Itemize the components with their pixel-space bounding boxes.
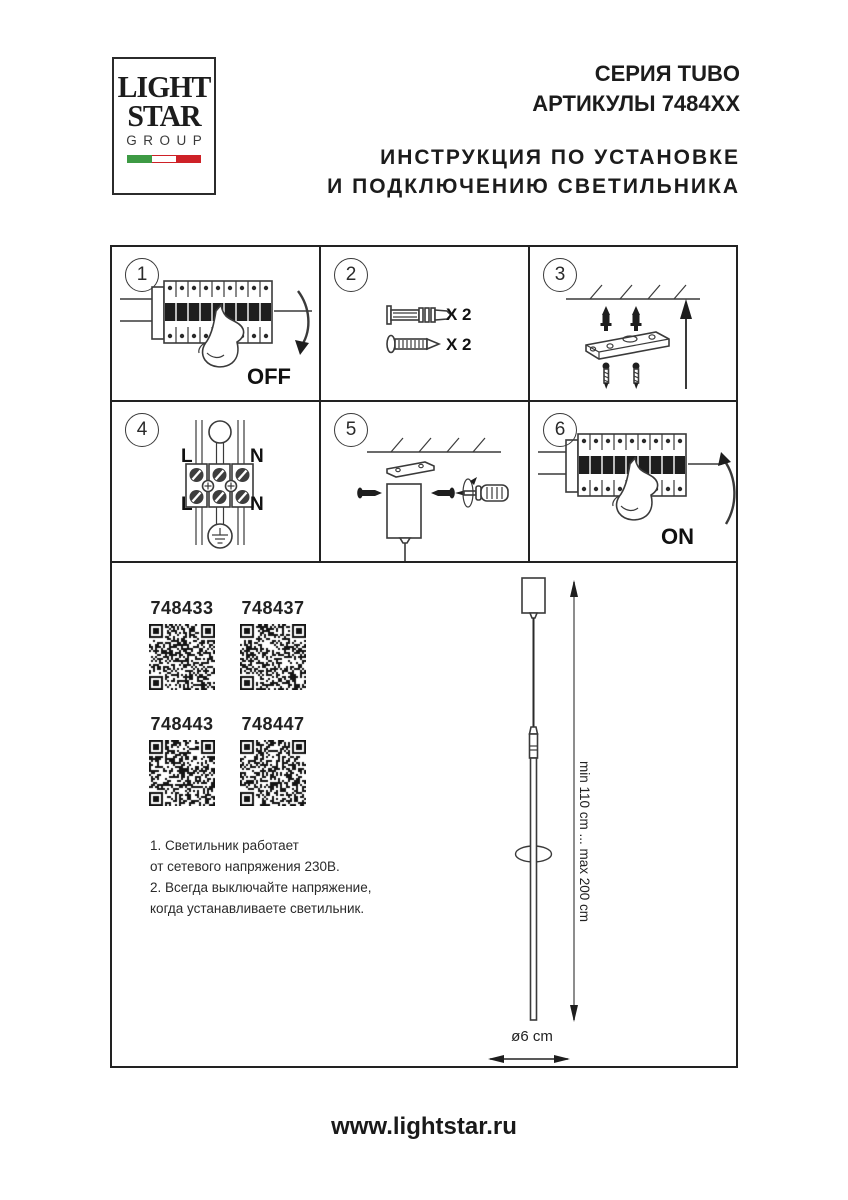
pendant-lamp-diagram [480,572,612,1067]
qr-code-image [149,740,215,806]
step-number-badge: 3 [543,258,577,292]
article-code: 748443 [150,714,214,734]
step-number-badge: 1 [125,258,159,292]
lightstar-logo [112,57,216,195]
step-number-badge: 6 [543,413,577,447]
dowel-qty-label: X 2 [446,305,472,324]
screw-right-icon [431,488,455,499]
series-name: СЕРИЯ TUBO [594,61,740,86]
instruction-frame [110,245,738,1068]
on-label: ON [661,524,694,549]
screwdriver-icon [455,477,508,507]
dowel-up-icon [601,306,642,331]
screw-down-icon [603,363,640,390]
document-title [327,143,740,201]
step-number-badge: 4 [125,413,159,447]
note-line: когда устанавливаете светильник. [150,901,365,916]
mounting-bracket-icon [586,332,669,359]
diameter-dimension-arrow [488,1055,570,1063]
flag-green-segment [127,155,152,163]
footer-url: www.lightstar.ru [331,1113,517,1140]
step-panel-1 [112,247,319,400]
step-panel-5 [321,402,528,561]
ceiling-icon [367,438,501,452]
step-panel-4 [112,402,319,561]
flag-red-segment [176,155,201,163]
logo-word-light: LIGHT [117,69,211,104]
lamp-tube [531,758,537,1020]
note-line: от сетевого напряжения 230В. [150,859,340,874]
screw-qty-label: X 2 [446,335,472,354]
product-qr-2 [240,598,306,690]
title-line-2: И ПОДКЛЮЧЕНИЮ СВЕТИЛЬНИКА [327,175,740,198]
ceiling-icon [566,285,700,299]
diameter-dimension-label: ø6 cm [511,1028,553,1045]
grid-horizontal-divider-2 [112,561,736,563]
earth-symbol-icon [208,524,232,548]
safety-notes [150,835,420,919]
article-code: 748433 [150,598,214,618]
dowel-icon [387,306,451,324]
italian-flag-stripe [127,155,201,163]
product-qr-4 [240,714,306,806]
height-dimension-label: min 110 cm ... max 200 cm [577,761,592,923]
qr-code-image [240,624,306,690]
step-panel-3 [530,247,740,400]
wire-label-l-top: L [181,446,193,467]
header-series-block [532,59,740,119]
wire-label-n-bottom: N [250,494,264,515]
up-arrow-icon [718,452,734,524]
lamp-canopy [522,578,545,613]
step-panel-6 [530,402,740,561]
note-line: 2. Всегда выключайте напряжение, [150,880,372,895]
qr-code-image [149,624,215,690]
off-label: OFF [247,364,291,389]
logo-word-star: STAR [127,98,201,134]
down-arrow-icon [295,291,309,355]
product-qr-1 [149,598,215,690]
article-code: 748437 [241,598,305,618]
note-line: 1. Светильник работает [150,838,299,853]
canopy-icon [387,484,421,561]
up-arrow-icon [680,299,692,389]
wire-label-n-top: N [250,446,264,467]
cable-entry-icon [209,421,231,443]
screw-left-icon [357,488,382,499]
mounting-bracket-icon [387,462,434,477]
logo-word-group: GROUP [126,133,209,149]
terminal-block-icon [186,464,253,507]
product-qr-3 [149,714,215,806]
article-code: 748447 [241,714,305,734]
step-number-badge: 5 [334,413,368,447]
screw-icon [387,336,439,353]
qr-code-image [240,740,306,806]
flag-white-segment [152,155,177,163]
step-panel-2 [321,247,528,400]
articles-line: АРТИКУЛЫ 7484XX [532,91,740,116]
step-number-badge: 2 [334,258,368,292]
wire-label-l-bottom: L [181,494,193,515]
title-line-1: ИНСТРУКЦИЯ ПО УСТАНОВКЕ [380,146,740,169]
